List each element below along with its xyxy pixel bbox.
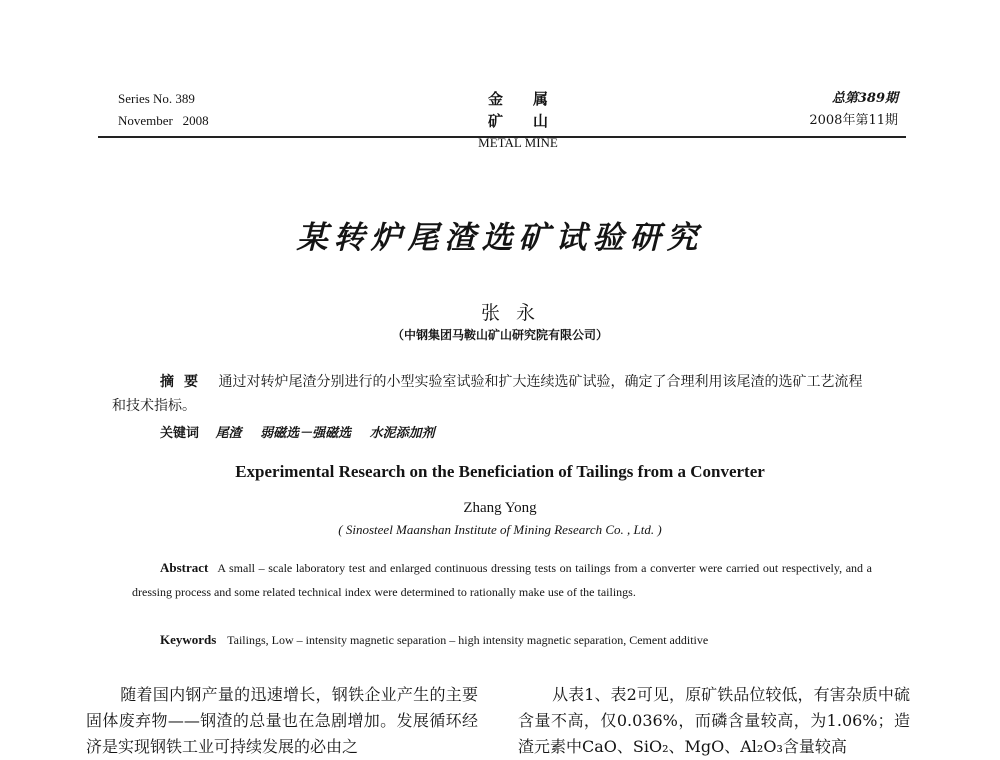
running-header	[108, 88, 908, 150]
issue-total: 总第389期	[831, 91, 898, 106]
header-rule	[98, 136, 906, 138]
issue-date: November 2008	[118, 113, 209, 128]
header-right	[809, 88, 898, 132]
abstract-en	[132, 556, 872, 604]
body-column-right	[518, 682, 910, 760]
body-text-left: 随着国内钢产量的迅速增长，钢铁企业产生的主要固体废弃物——钢渣的总量也在急剧增加。发展循环经济是实现钢铁工业可持续发展的必由之	[86, 685, 478, 756]
affiliation-cn: （中钢集团马鞍山矿山研究院有限公司）	[391, 328, 608, 342]
keywords-en	[160, 632, 708, 648]
keywords-text-en: Tailings, Low – intensity magnetic separation – high intensity magnetic separation, Cement additive	[227, 633, 709, 647]
keyword-item: 弱磁选－强磁选	[260, 426, 352, 441]
abstract-cn	[112, 370, 876, 418]
abstract-label-en: Abstract	[160, 560, 209, 575]
keyword-item: 尾渣	[215, 426, 242, 441]
article-title-en: Experimental Research on the Beneficiation of Tailings from a Converter	[235, 462, 765, 481]
abstract-label-cn: 摘要	[160, 374, 208, 390]
article-title-cn: 某转炉尾渣选矿试验研究	[296, 220, 704, 256]
body-column-left	[86, 682, 478, 760]
journal-name-en: METAL MINE	[478, 135, 558, 150]
keywords-label-en: Keywords	[160, 632, 217, 647]
abstract-text-cn: 通过对转炉尾渣分别进行的小型实验室试验和扩大连续选矿试验，确定了合理利用该尾渣的选矿工艺流程和技术指标。	[112, 374, 863, 414]
abstract-text-en: A small – scale laboratory test and enlarged continuous dressing tests on tailings from a converter were carried out respectively, and a dressing process and some related technical index were determined to rationally make use of the tailings.	[132, 561, 872, 599]
header-left	[118, 88, 209, 132]
series-number: Series No. 389	[118, 91, 195, 106]
header-center	[438, 88, 598, 154]
issue-year: 2008年第11期	[809, 113, 898, 128]
keyword-item: 水泥添加剂	[369, 426, 435, 441]
author-cn: 张永	[480, 302, 551, 324]
affiliation-en: ( Sinosteel Maanshan Institute of Mining Research Co. , Ltd. )	[338, 522, 662, 537]
body-text-right: 从表1、表2可见，原矿铁品位较低，有害杂质中硫含量不高，仅0.036%，而磷含量较高，为1.06%；造渣元素中CaO、SiO₂、MgO、Al₂O₃含量较高	[518, 685, 910, 756]
journal-name-cn: 金属矿山	[487, 90, 578, 130]
keywords-cn	[160, 422, 449, 441]
keywords-label-cn: 关键词	[160, 426, 200, 441]
author-en: Zhang Yong	[463, 500, 537, 516]
